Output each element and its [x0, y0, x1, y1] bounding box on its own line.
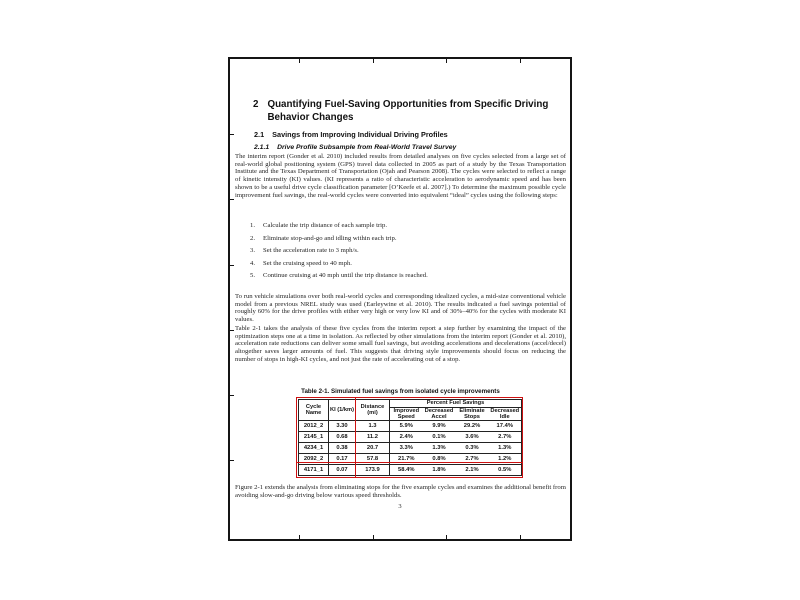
- table-cell: 21.7%: [398, 456, 415, 463]
- section-heading-2-1-1: [254, 144, 456, 151]
- table-cell: 3.30: [329, 421, 356, 432]
- table-cell: 3.3%: [399, 445, 413, 452]
- paragraph-4: Figure 2-1 extends the analysis from eliminating stops for the five example cycles and examines the additional benefit from avoiding slow-and-go driving below various speed thresholds.: [235, 484, 566, 499]
- table-cell: 20.7: [356, 443, 390, 454]
- table-cell: 9.9%: [432, 423, 446, 430]
- fuel-savings-table-container: [298, 399, 521, 476]
- table-cell: 17.4%: [496, 423, 513, 430]
- table-cell: 11.2: [356, 432, 390, 443]
- paragraph-3: Table 2-1 takes the analysis of these five cycles from the interim report a step further by examining the impact of the optimization steps one at a time in isolation. As reflected by other simulations from the interim report (Gonder et al. 2010), acceleration rate reductions can deliver some small fuel savings, but avoiding accelerations and decelerations (accel/decel) altogether saves larger amounts of fuel. This suggests that driving style improvements should focus on reducing the number of stops in high-KI cycles, and not just the rate of accelerating out of a stop.: [235, 325, 566, 363]
- chapter-number: 2: [253, 99, 259, 110]
- list-item: [250, 261, 555, 268]
- column-header-eliminate-stops: Eliminate Stops: [459, 408, 485, 421]
- table-cell: 57.8: [356, 454, 390, 465]
- column-header-decreased-idle: Decreased Idle: [490, 408, 520, 421]
- ruler-tick: [229, 460, 234, 461]
- ruler-tick: [229, 330, 234, 331]
- table-cell: 0.1%: [432, 434, 446, 441]
- table-cell: 29.2%: [463, 423, 481, 430]
- table-cell: 3.6%: [465, 434, 479, 441]
- section-heading-2-1: [254, 130, 448, 139]
- list-item-text: Eliminate stop-and-go and idling within each trip.: [263, 234, 397, 242]
- table-cell: 2.1%: [465, 467, 479, 474]
- list-item-text: Calculate the trip distance of each sample trip.: [263, 222, 388, 229]
- ruler-tick: [229, 134, 234, 135]
- table-cell: 0.07: [329, 465, 356, 476]
- column-header-decreased-accel: Decreased Accel: [424, 408, 454, 421]
- page-number: 3: [398, 503, 402, 510]
- list-item-number: 4.: [250, 259, 256, 267]
- ruler-tick: [229, 395, 234, 396]
- table-cell: 2092_2: [299, 454, 329, 465]
- table-cell: 2012_2: [299, 421, 329, 432]
- column-header-ki: KI (1/km): [329, 400, 356, 421]
- list-item-number: 1.: [250, 222, 256, 229]
- ruler-tick: [520, 535, 521, 540]
- chapter-title: Quantifying Fuel-Saving Opportunities from Specific Driving Behavior Changes: [267, 99, 549, 123]
- table-cell: 4234_1: [299, 443, 329, 454]
- table-cell: 0.38: [329, 443, 356, 454]
- list-item: [250, 236, 555, 243]
- list-item-text: Set the cruising speed to 40 mph.: [263, 259, 352, 267]
- table-cell: 1.2%: [498, 456, 512, 463]
- subsection-number: 2.1.1: [254, 144, 270, 151]
- subsection-title: Drive Profile Subsample from Real-World Travel Survey: [277, 144, 457, 151]
- table-cell: 2.7%: [498, 434, 512, 441]
- table-row: [299, 443, 522, 454]
- table-cell: 1.3%: [498, 445, 512, 452]
- table-cell: 2.4%: [399, 434, 413, 441]
- table-cell: 58.4%: [398, 467, 415, 474]
- ruler-tick: [373, 58, 374, 63]
- column-header-distance: Distance (mi): [356, 400, 390, 421]
- table-cell: 173.9: [356, 465, 390, 476]
- column-header-cycle-name: Cycle Name: [299, 400, 329, 421]
- fuel-savings-table: [298, 399, 522, 476]
- table-cell: 0.68: [329, 432, 356, 443]
- table-cell: 1.3: [356, 421, 390, 432]
- list-item-number: 5.: [250, 272, 256, 279]
- column-group-header: Percent Fuel Savings: [390, 400, 522, 408]
- table-cell: 4171_1: [299, 465, 329, 476]
- document-page: [228, 57, 572, 541]
- list-item: [250, 273, 555, 280]
- ruler-tick: [229, 265, 234, 266]
- ruler-tick: [446, 58, 447, 63]
- ruler-tick: [520, 58, 521, 63]
- table-cell: 0.8%: [432, 456, 446, 463]
- numbered-list: [250, 223, 555, 286]
- list-item: [250, 248, 555, 255]
- list-item-number: 3.: [250, 247, 256, 254]
- table-row: [299, 421, 522, 432]
- chapter-heading: [253, 99, 555, 124]
- paragraph-1: The interim report (Gonder et al. 2010) included results from detailed analyses on five cycles selected from a large set of real-world global positioning system (GPS) travel data collected in 2005 as part of a study by the Texas Transportation Institute and the Texas Department of Transportation (Ojah and Pearson 2008). The cycles were selected to reflect a range of kinetic intensity (KI) values. (KI represents a ratio of characteristic acceleration to aerodynamic speed and has been shown to be a useful drive cycle classification parameter [O’Keefe et al. 2007].) To determine the maximum possible cycle improvement fuel savings, the real-world cycles were converted into equivalent “ideal” cycles using the following steps:: [235, 153, 566, 199]
- list-item: [250, 223, 555, 230]
- section-title: Savings from Improving Individual Driving Profiles: [272, 130, 448, 139]
- list-item-number: 2.: [250, 234, 256, 242]
- section-number: 2.1: [254, 130, 265, 139]
- ruler-tick: [446, 535, 447, 540]
- table-cell: 1.3%: [432, 445, 446, 452]
- table-row: [299, 432, 522, 443]
- ruler-tick: [229, 199, 234, 200]
- table-row: [299, 454, 522, 465]
- table-cell: 0.17: [329, 454, 356, 465]
- list-item-text: Continue cruising at 40 mph until the trip distance is reached.: [263, 272, 428, 279]
- ruler-tick: [373, 535, 374, 540]
- table-cell: 0.5%: [498, 467, 512, 474]
- paragraph-2: To run vehicle simulations over both real-world cycles and corresponding idealized cycles, a mid-size conventional vehicle model from a previous NREL study was used (Earleywine et al. 2010). The results indicated a fuel savings potential of roughly 60% for the drive profiles with either very high or very low KI and of 30%–40% for the cycles with moderate KI values.: [235, 293, 566, 324]
- list-item-text: Set the acceleration rate to 3 mph/s.: [263, 247, 359, 254]
- table-cell: 2.7%: [465, 456, 479, 463]
- ruler-tick: [299, 535, 300, 540]
- table-cell: 2145_1: [299, 432, 329, 443]
- table-cell: 5.9%: [399, 423, 413, 430]
- table-cell: 1.8%: [432, 467, 446, 474]
- ruler-tick: [299, 58, 300, 63]
- table-row: [299, 465, 522, 476]
- table-cell: 0.3%: [465, 445, 479, 452]
- column-header-improved-speed: Improved Speed: [393, 408, 420, 421]
- table-caption: Table 2-1. Simulated fuel savings from isolated cycle improvements: [301, 388, 500, 395]
